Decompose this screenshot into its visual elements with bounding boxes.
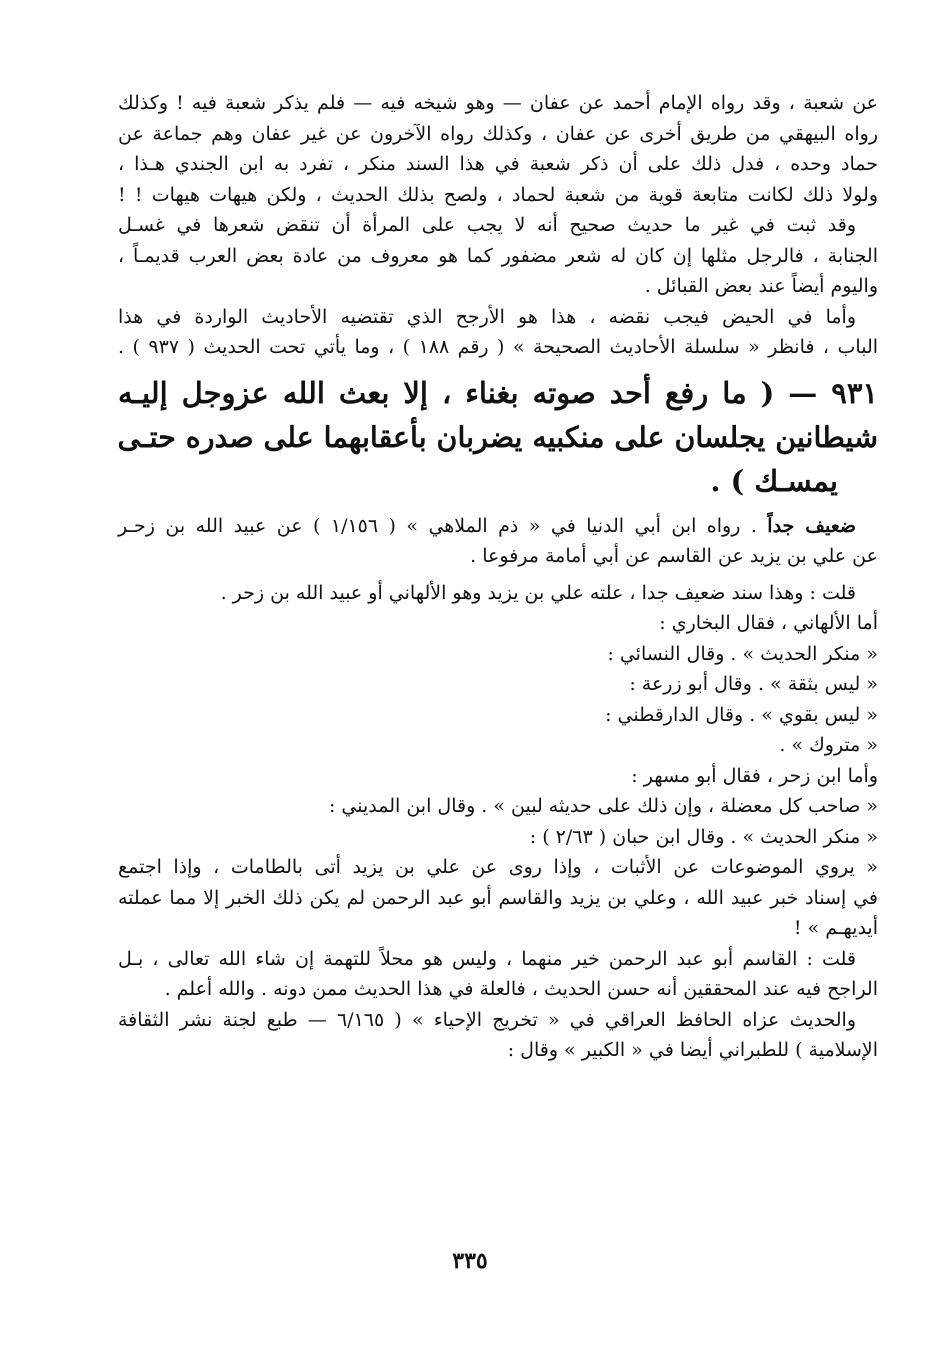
text-line: حماد وحده ، فدل ذلك على أن ذكر شعبة في هذا السند منكر ، تفرد به ابن الجندي هـذا ،	[118, 153, 878, 175]
takhrij-paragraph	[118, 511, 878, 572]
text-line: ولولا ذلك لكانت متابعة قوية من شعبة لحماد ، ولصح بذلك الحديث ، ولكن هيهات هيهات ! !	[118, 183, 878, 206]
text-line: « منكر الحديث » . وقال النسائي :	[607, 642, 878, 665]
text-line: أيديهـم » !	[793, 917, 878, 939]
page-number: ٣٣٥	[452, 1248, 488, 1274]
text-line: قلت : وهذا سند ضعيف جدا ، علته علي بن يزيد وهو الألهاني أو عبيد الله بن زحر .	[220, 581, 856, 604]
text-line: « منكر الحديث » . وقال ابن حبان ( ٢/٦٣ ) :	[529, 825, 878, 848]
text-line: أما الألهاني ، فقال البخاري :	[659, 612, 878, 634]
text-line: الجنابة ، فالرجل مثلها إن كان له شعر مضفور كما هو معروف من عادة بعض العرب قديمـاً ،	[118, 244, 878, 267]
paragraph	[118, 88, 878, 210]
text-line: عن علي بن يزيد عن القاسم عن أبي أمامة مرفوعا .	[470, 545, 878, 567]
grade-label: ضعيف جداً	[767, 514, 857, 537]
text-line: عن شعبة ، وقد رواه الإمام أحمد عن عفان — وهو شيخه فيه — فلم يذكر شعبة فيه ! وكذلك	[118, 92, 878, 114]
takhrij-text: . رواه ابن أبي الدنيا في « ذم الملاهي » ( ١/١٥٦ ) عن عبيد الله بن زحـر	[118, 514, 768, 537]
quote-block	[118, 852, 878, 944]
text-line: « متروك » .	[779, 734, 878, 756]
final-paragraph	[118, 1005, 878, 1066]
hadith-heading	[118, 371, 878, 503]
text-line: واليوم أيضاً عند بعض القبائل .	[644, 275, 878, 297]
text-line: « يروي الموضوعات عن الأثبات ، وإذا روى عن علي بن يزيد أتى بالطامات ، وإذا اجتمع	[118, 856, 878, 878]
text-line: وقد ثبت في غير ما حديث صحيح أنه لا يجب على المرأة أن تنقض شعرها في غسـل	[118, 214, 856, 236]
text-line: الباب ، فانظر « سلسلة الأحاديث الصحيحة » ( رقم ١٨٨ ) ، وما يأتي تحت الحديث ( ٩٣٧ ) .	[118, 336, 879, 358]
paragraph	[118, 302, 878, 363]
notes-block	[118, 578, 878, 853]
text-line: وأما ابن زحر ، فقال أبو مسهر :	[631, 764, 878, 787]
conclusion-paragraph	[118, 944, 878, 1005]
text-line: « ليس بقوي » . وقال الدارقطني :	[605, 703, 878, 726]
page-body	[118, 88, 878, 1066]
hadith-line: يمسـك ) .	[710, 463, 838, 498]
paragraph	[118, 210, 878, 302]
text-line: الراجح فيه عند المحققين أنه حسن الحديث ، فالعلة في هذا الحديث ممن دونه . والله أعلم .	[164, 978, 878, 1000]
hadith-line: ٩٣١ — ( ما رفع أحد صوته بغناء ، إلا بعث الله عزوجل إليـه	[118, 375, 878, 410]
text-line: وأما في الحيض فيجب نقضه ، هذا هو الأرجح الذي تقتضيه الأحاديث الواردة في هذا	[118, 305, 856, 328]
hadith-line: شيطانين يجلسان على منكبيه يضربان بأعقابهما على صدره حتـى	[117, 419, 878, 454]
text-line: الإسلامية ) للطبراني أيضا في « الكبير » وقال :	[507, 1039, 878, 1061]
text-line: « ليس بثقة » . وقال أبو زرعة :	[629, 673, 878, 695]
text-line: « صاحب كل معضلة ، وإن ذلك على حديثه لبين » . وقال ابن المديني :	[328, 795, 878, 817]
text-line	[118, 511, 878, 542]
text-line: والحديث عزاه الحافظ العراقي في « تخريج الإحياء » ( ٦/١٦٥ — طبع لجنة نشر الثقافة	[118, 1008, 856, 1031]
text-line: قلت : القاسم أبو عبد الرحمن خير منهما ، وليس هو محلاً للتهمة إن شاء الله تعالى ، بـل	[118, 947, 856, 970]
text-line: رواه البيهقي من طريق أخرى عن عفان ، وكذلك رواه الآخرون عن غير عفان وهم جماعة عن	[118, 122, 878, 145]
text-line: في إسناد خبر عبيد الله ، وعلي بن يزيد والقاسم أبو عبد الرحمن لم يكن ذلك الخبر إلا مما عملته	[118, 886, 878, 909]
